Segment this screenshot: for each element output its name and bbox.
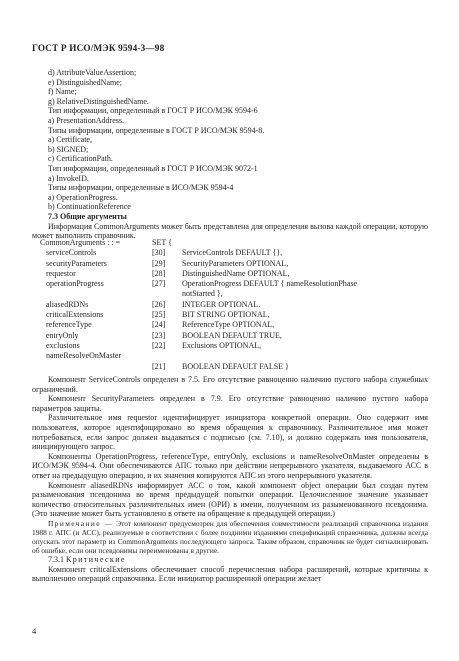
asn-definition: [32, 238, 428, 372]
subsection-heading: Критические: [66, 554, 126, 564]
asn-tag: [26]: [152, 299, 166, 309]
paragraph: Компоненты OperationProgress, referenceType, entryOnly, exclusions и nameResolveOnMaster определены в ИСО/МЭК 9594-4. Они обеспечиваются АПС только при действии непрерывного указателя, выдаваемого АСС в ответ на предыдущую операцию, и их значения копируются АПС из этого непрерывного указателя.: [32, 451, 428, 480]
subsection-title: [32, 555, 428, 565]
list-item: e) DistinguishedName;: [48, 77, 122, 87]
subsection-number: 7.3.1: [48, 554, 64, 564]
intro-paragraph: Информация CommonArguments может быть представлена для определения вызова каждой операции, которую может выполнить справочник.: [32, 221, 428, 241]
asn-field-name: requestor: [46, 268, 76, 278]
paragraph: Компонент criticalExtensions обеспечивает способ перечисления набора расширений, которые критичны к выполнению операций справочника. Если инициатор расширенной операции желает: [32, 564, 428, 584]
paragraph: Компонент SecurityParameters определен в 7.9. Его отсутствие равноценно наличию пустого набора параметров защиты.: [32, 394, 428, 413]
asn-rows: [32, 248, 428, 372]
paragraph: Компонент ServiceControls определен в 7.5. Его отсутствие равноценно наличию пустого набора служебных ограничений.: [32, 375, 428, 394]
asn-tag: [25]: [152, 310, 166, 320]
asn-field-name: nameResolveOnMaster: [46, 351, 122, 361]
asn-field-name: operationProgress: [46, 279, 104, 289]
asn-tag: [21]: [152, 361, 166, 371]
list-item: f) Name;: [48, 87, 77, 97]
asn-field-name: securityParameters: [46, 258, 107, 268]
asn-field-name: referenceType: [46, 320, 92, 330]
asn-field-name: exclusions: [46, 340, 80, 350]
asn-row: [32, 300, 428, 310]
asn-header-row: [32, 238, 428, 248]
list-heading: Тип информации, определенный в ГОСТ Р ИСО/МЭК 9072-1: [48, 163, 258, 173]
list-heading: Типы информации, определенные в ИСО/МЭК 9594-4: [48, 183, 234, 193]
asn-field-type: SecurityParameters OPTIONAL,: [182, 258, 289, 268]
asn-row: [32, 351, 428, 361]
asn-field-type: ServiceControls DEFAULT {},: [182, 248, 283, 258]
asn-row: [32, 331, 428, 341]
asn-field-type: DistinguishedName OPTIONAL,: [182, 268, 290, 278]
paragraph: Компонент aliasedRDNs информирует АСС о том, какой компонент object операции был создан путем разыменования псевдонима во время предыдущей попытки операции. Целочисленное значение указывает количество относительных различительных имен (ОРИ) в имени, полученном из разыменованного псевдонима. (Это значение может быть установлено в ответе на обращение к предыдущей операции.): [32, 480, 428, 519]
asn-keyword: SET {: [152, 238, 172, 247]
asn-row: [32, 310, 428, 320]
section-title: 7.3 Общие аргументы: [48, 211, 127, 221]
asn-type-name: CommonArguments : : =: [40, 238, 121, 247]
asn-field-name: criticalExtensions: [46, 310, 104, 320]
asn-field-type: INTEGER OPTIONAL.: [182, 299, 261, 309]
asn-field-type: BIT STRING OPTIONAL,: [182, 310, 270, 320]
asn-tag: [28]: [152, 268, 166, 278]
page-number: 4: [32, 626, 37, 636]
asn-field-name: serviceControls: [46, 248, 97, 258]
asn-field-type: OperationProgress DEFAULT { nameResolutionPhase: [182, 279, 358, 289]
list-item: g) RelativeDistinguishedName.: [48, 96, 149, 106]
asn-field-type: BOOLEAN DEFAULT TRUE,: [182, 330, 282, 340]
asn-tag: [23]: [152, 330, 166, 340]
asn-tag: [27]: [152, 279, 166, 289]
note: [32, 519, 428, 555]
asn-field-type: notStarted },: [182, 289, 223, 299]
list-item: a) PresentationAddress.: [48, 115, 124, 125]
asn-field-type: ReferenceType OPTIONAL,: [182, 320, 275, 330]
asn-tag: [29]: [152, 258, 166, 268]
list-item: b) ContinuationReference: [48, 202, 131, 212]
note-text: Этот компонент предусмотрен для обеспечения совместимости реализаций справочника издания 1988 г. АПС (и АСС), реализуемые в соответствии с более поздними изданиями спецификаций справочника, должны всегда опускать этот параметр из CommonArguments последующего запроса. Таким образом, справочник не будет сигнализировать об ошибке, если они псевдонимы переименованы в другие.: [32, 518, 428, 555]
paragraph: Различительное имя requestor идентифицирует инициатора конкретной операции. Оно содержит имя пользователя, которое идентифицировано во время обращения к справочнику. Различительное имя может потребоваться, если запрос должен выдаваться с подписью (см. 7.10), и должно содержать имя пользователя, инициирующего запрос.: [32, 413, 428, 452]
asn-row: [32, 248, 428, 258]
list-item: a) Certificate,: [48, 135, 92, 145]
list-item: c) CertificationPath.: [48, 154, 113, 164]
body-text: [32, 375, 428, 584]
asn-row: [32, 341, 428, 351]
asn-row: [32, 259, 428, 269]
asn-row: [32, 320, 428, 330]
list-item: b) SIGNED;: [48, 144, 89, 154]
list-item: a) InvokeID.: [48, 173, 89, 183]
asn-tag: [22]: [152, 340, 166, 350]
asn-row: [32, 289, 428, 299]
asn-row: [32, 279, 428, 289]
asn-tag: [30]: [152, 248, 166, 258]
page-header: ГОСТ Р ИСО/МЭК 9594-3—98: [32, 43, 165, 53]
asn-field-name: entryOnly: [46, 330, 79, 340]
asn-field-name: aliasedRDNs: [46, 299, 89, 309]
list-heading: Тип информации, определенный в ГОСТ Р ИСО/МЭК 9594-6: [48, 106, 258, 116]
asn-tag: [24]: [152, 320, 166, 330]
asn-row: [32, 362, 428, 372]
asn-field-type: BOOLEAN DEFAULT FALSE }: [182, 361, 289, 371]
list-item: d) AttributeValueAssertion;: [48, 68, 137, 77]
list-item: a) OperationProgress.: [48, 192, 118, 202]
list-heading: Типы информации, определенные в ГОСТ Р ИСО/МЭК 9594-8.: [48, 125, 265, 135]
asn-row: [32, 269, 428, 279]
note-label: Примечание —: [48, 518, 114, 528]
top-list: [32, 68, 428, 241]
asn-field-type: Exclusions OPTIONAL,: [182, 340, 262, 350]
